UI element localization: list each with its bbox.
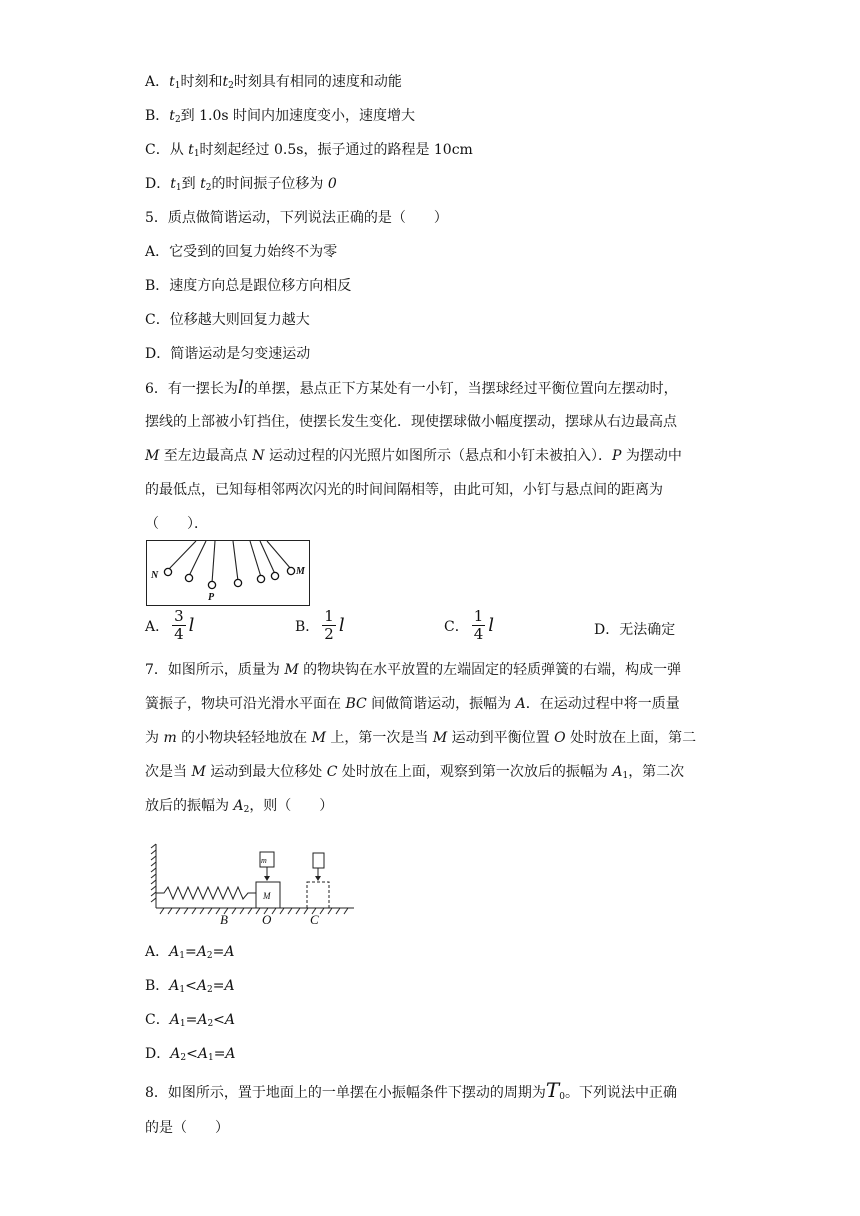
- label-c: C: [310, 912, 319, 924]
- q6-option-d: D． 无法确定: [594, 622, 676, 638]
- q7-stem-line5: 放后的振幅为 $A_2$，则（ ）: [145, 798, 334, 815]
- q7-stem-line2: 簧振子，物块可沿光滑水平面在 BC 间做简谐运动，振幅为 A．在运动过程中将一质量: [145, 696, 680, 712]
- q7-stem-line1: 7．如图所示，质量为 M 的物块钩在水平放置的左端固定的轻质弹簧的右端，构成一弹: [145, 662, 682, 678]
- q5-option-c: C．位移越大则回复力越大: [145, 312, 310, 328]
- q5-option-d: D．简谐运动是匀变速运动: [145, 346, 311, 362]
- pendulum-flash-photo: [146, 540, 310, 606]
- q6-stem-line2: 摆线的上部被小钉挡住，使摆长发生变化．现使摆球做小幅度摆动，摆球从右边最高点: [145, 414, 677, 430]
- q4-option-a: A．$t_1$时刻和$t_2$时刻具有相同的速度和动能: [145, 74, 402, 91]
- pendulum-ball: [257, 575, 264, 582]
- label-b: B: [220, 912, 228, 924]
- pendulum-ball: [164, 568, 171, 575]
- small-block-c: [313, 853, 324, 868]
- q7-option-b: B．$A_1<A_2=A$: [145, 978, 235, 995]
- label-o: O: [262, 912, 272, 924]
- q7-stem-line3: 为 m 的小物块轻轻地放在 M 上，第一次是当 M 运动到平衡位置 O 处时放在上面，第二: [145, 730, 697, 746]
- small-block-m-label: m: [261, 856, 267, 865]
- pendulum-ball: [208, 581, 215, 588]
- label-p: P: [208, 592, 215, 603]
- pendulum-ball: [271, 572, 278, 579]
- q6-option-c: C． $\frac{1}{4}$ l: [444, 607, 495, 643]
- block-m-label: M: [263, 891, 271, 901]
- q6-stem-line1: 6．有一摆长为l的单摆，悬点正下方某处有一小钉，当摆球经过平衡位置向左摆动时，: [145, 377, 678, 398]
- q6-option-b: B． $\frac{1}{2}$ l: [295, 607, 345, 643]
- q7-option-d: D．$A_2<A_1=A$: [145, 1046, 236, 1063]
- pendulum-ball: [287, 567, 294, 574]
- q5-stem: 5．质点做简谐运动，下列说法正确的是（ ）: [145, 210, 448, 226]
- q5-option-a: A．它受到的回复力始终不为零: [145, 244, 338, 260]
- q8-stem-line1: 8．如图所示，置于地面上的一单摆在小振幅条件下摆动的周期为$T_0$。下列说法中正确: [145, 1078, 677, 1102]
- q5-option-b: B．速度方向总是跟位移方向相反: [145, 278, 352, 294]
- spring: [156, 887, 256, 899]
- q7-stem-line4: 次是当 M 运动到最大位移处 C 处时放在上面，观察到第一次放后的振幅为 $A_1$，第二次: [145, 764, 685, 781]
- q4-option-b: B．$t_2$到 1.0s 时间内加速度变小，速度增大: [145, 108, 416, 125]
- dashed-block-c: [307, 882, 329, 908]
- label-n: N: [151, 570, 159, 581]
- q8-stem-line2: 的是（ ）: [145, 1120, 229, 1136]
- q7-option-c: C．$A_1=A_2<A$: [145, 1012, 236, 1029]
- q6-option-a: A． $\frac{3}{4}$ l: [145, 607, 195, 643]
- q4-option-c: C．从 $t_1$时刻起经过 0.5s，振子通过的路程是 10cm: [145, 142, 473, 159]
- q4-option-d: D．$t_1$到 $t_2$的时间振子位移为 0: [145, 176, 337, 193]
- q6-stem-line5: （ ）．: [145, 516, 208, 532]
- q6-stem-line4: 的最低点，已知每相邻两次闪光的时间间隔相等，由此可知，小钉与悬点间的距离为: [145, 482, 663, 498]
- pendulum-ball: [234, 579, 241, 586]
- pendulum-ball: [185, 574, 192, 581]
- q7-option-a: A．$A_1=A_2=A$: [145, 944, 235, 961]
- label-m: M: [296, 566, 305, 577]
- q6-stem-line3: M 至左边最高点 N 运动过程的闪光照片如图所示（悬点和小钉未被拍入）．P 为摆动中: [145, 448, 682, 464]
- spring-oscillator-diagram: [150, 842, 360, 924]
